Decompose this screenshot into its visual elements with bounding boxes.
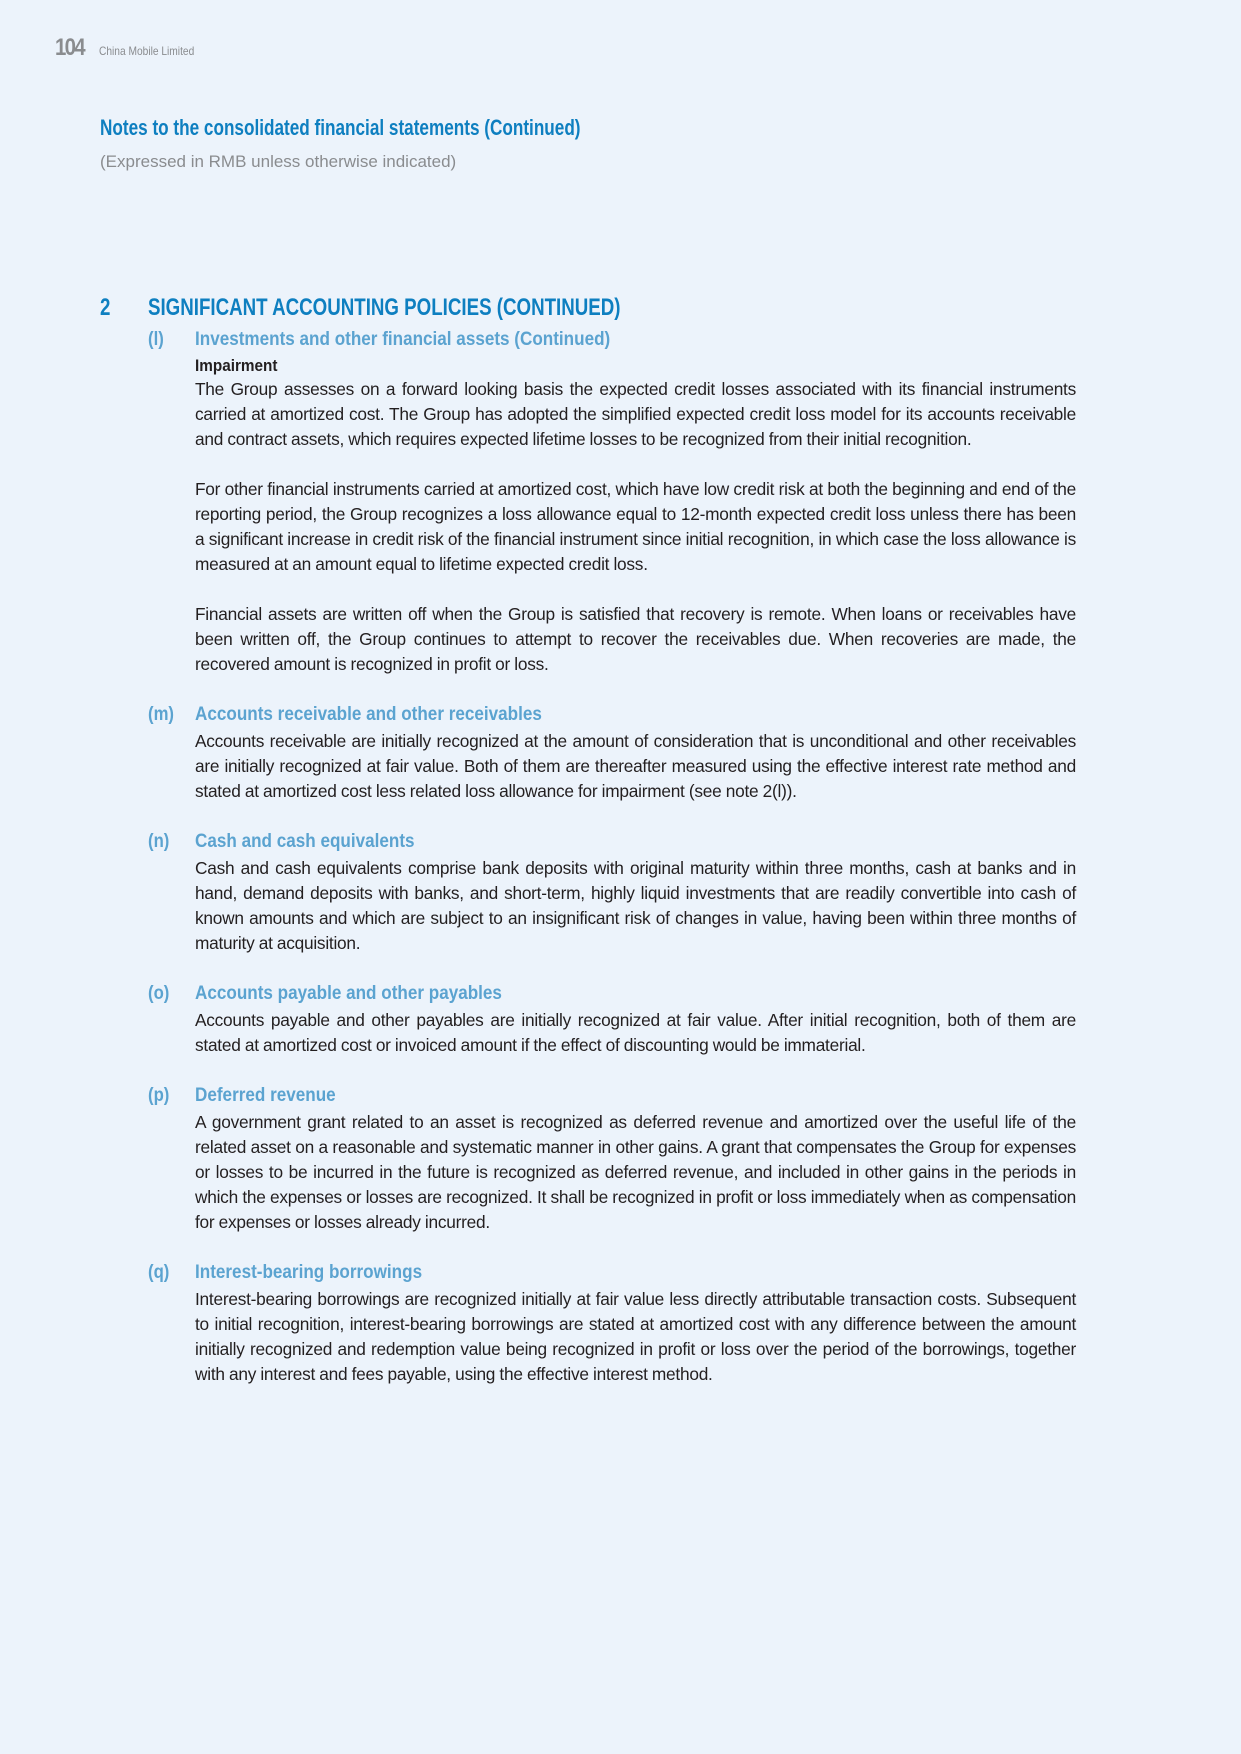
item-title: Deferred revenue — [195, 1085, 336, 1106]
policy-item-investments — [148, 326, 1076, 677]
item-title: Interest-bearing borrowings — [195, 1262, 423, 1283]
notes-title: Notes to the consolidated financial statements (Continued) — [100, 115, 581, 140]
page-header — [55, 34, 211, 62]
policies-content — [148, 326, 1076, 1387]
paragraph: The Group assesses on a forward looking basis the expected credit losses associated with its financial instruments carried at amortized cost. The Group has adopted the simplified expected credit loss model for its accounts receivable and contract assets, which requires expected lifetime losses to be recognized from their initial recognition. — [195, 379, 1076, 449]
item-label: (l) — [148, 329, 164, 350]
paragraph: For other financial instruments carried at amortized cost, which have low credit risk at both the beginning and end of the reporting period, the Group recognizes a loss allowance equal to 12-month expected credit loss unless there has been a significant increase in credit risk of the financial instrument since initial recognition, in which case the loss allowance is measured at an amount equal to lifetime expected credit loss. — [195, 479, 1076, 574]
item-title: Accounts payable and other payables — [195, 983, 502, 1004]
policy-item-accounts-payable — [148, 980, 1076, 1058]
policy-item-borrowings — [148, 1259, 1076, 1387]
paragraph: Accounts receivable are initially recognized at the amount of consideration that is unconditional and other receivables are initially recognized at fair value. Both of them are thereafter measured using the effective interest rate method and stated at amortized cost less related loss allowance for impairment (see note 2(l)). — [195, 731, 1076, 801]
paragraph: A government grant related to an asset is recognized as deferred revenue and amortized over the useful life of the related asset on a reasonable and systematic manner in other gains. A grant that compensates the Group for expenses or losses to be incurred in the future is recognized as deferred revenue, and included in other gains in the periods in which the expenses or losses are recognized. It shall be recognized in profit or loss immediately when as compensation for expenses or losses already incurred. — [195, 1112, 1076, 1232]
policy-item-cash — [148, 828, 1076, 956]
paragraph: Interest-bearing borrowings are recognized initially at fair value less directly attributable transaction costs. Subsequent to initial recognition, interest-bearing borrowings are stated at amortized cost with any difference between the amount initially recognized and redemption value being recognized in profit or loss over the period of the borrowings, together with any interest and fees payable, using the effective interest method. — [195, 1289, 1076, 1384]
item-title: Accounts receivable and other receivables — [195, 704, 542, 725]
policy-item-accounts-receivable — [148, 701, 1076, 804]
paragraph: Accounts payable and other payables are initially recognized at fair value. After initial recognition, both of them are stated at amortized cost or invoiced amount if the effect of discounting would be immaterial. — [195, 1010, 1076, 1055]
item-label: (m) — [148, 704, 175, 725]
section-number: 2 — [100, 294, 111, 321]
page-number: 104 — [55, 34, 84, 61]
paragraph: Financial assets are written off when the Group is satisfied that recovery is remote. When loans or receivables have been written off, the Group continues to attempt to recover the receivables due. When recoveries are made, the recovered amount is recognized in profit or loss. — [195, 604, 1076, 674]
item-title: Cash and cash equivalents — [195, 831, 415, 852]
item-label: (n) — [148, 831, 170, 852]
impairment-subheading: Impairment — [195, 356, 278, 375]
item-label: (o) — [148, 983, 170, 1004]
paragraph: Cash and cash equivalents comprise bank deposits with original maturity within three months, cash at banks and in hand, demand deposits with banks, and short-term, highly liquid investments that are readily convertible into cash of known amounts and which are subject to an insignificant risk of changes in value, having been within three months of maturity at acquisition. — [195, 858, 1076, 953]
item-label: (q) — [148, 1262, 170, 1283]
policy-item-deferred-revenue — [148, 1082, 1076, 1235]
section-heading — [100, 294, 754, 322]
item-label: (p) — [148, 1085, 170, 1106]
item-title: Investments and other financial assets (Continued) — [195, 329, 611, 350]
company-name: China Mobile Limited — [99, 44, 195, 58]
section-title: SIGNIFICANT ACCOUNTING POLICIES (CONTINUED) — [148, 294, 621, 321]
notes-subtitle: (Expressed in RMB unless otherwise indicated) — [100, 152, 457, 171]
